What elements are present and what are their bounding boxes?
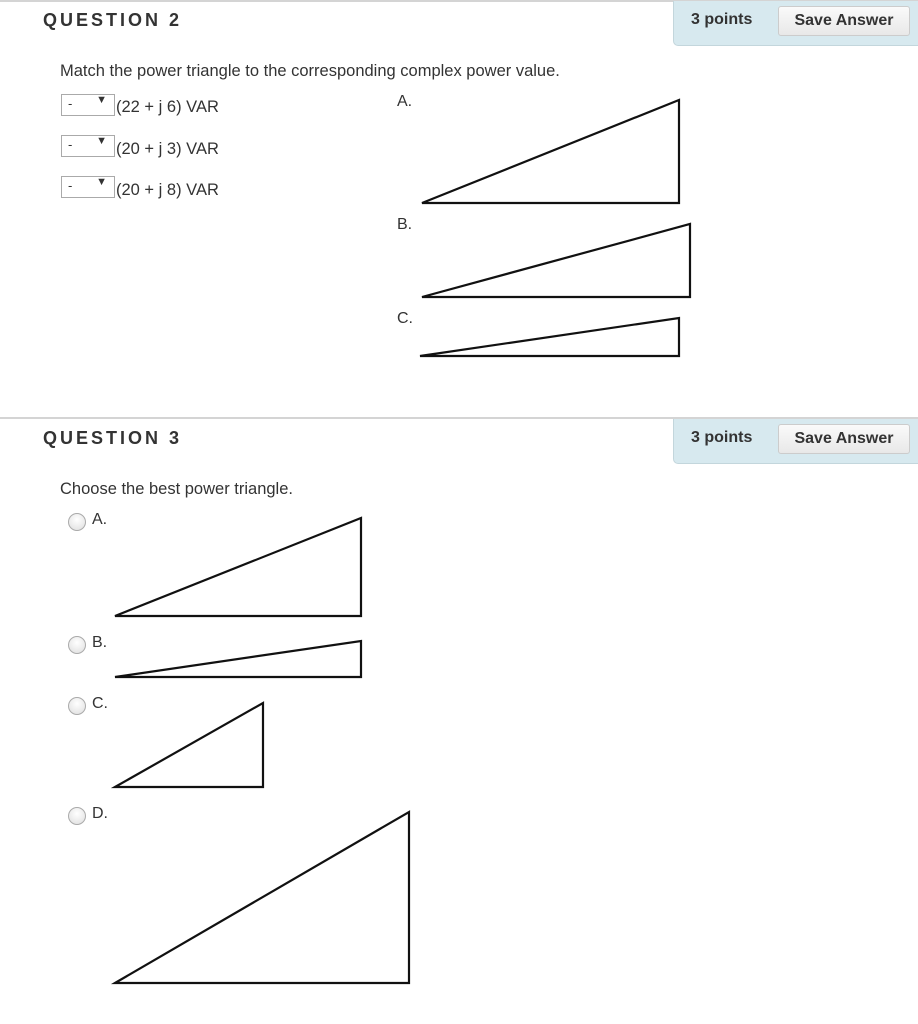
match-label-1: (22 + j 6) VAR xyxy=(116,98,219,116)
select-value: - xyxy=(68,178,73,193)
match-select-2[interactable] xyxy=(61,135,115,157)
question-3-points-box xyxy=(673,419,918,464)
question-3-title: QUESTION 3 xyxy=(43,428,183,448)
question-prompt: Choose the best power triangle. xyxy=(60,480,293,498)
dropdown-arrow-icon: ▼ xyxy=(96,176,107,188)
option-label-a: A. xyxy=(92,511,108,528)
match-select-3[interactable] xyxy=(61,176,115,198)
q2-triangle-a xyxy=(422,100,679,203)
points-label: 3 points xyxy=(691,11,753,28)
radio-option-c[interactable] xyxy=(68,697,86,715)
select-value: - xyxy=(68,137,73,152)
match-select-1[interactable] xyxy=(61,94,115,116)
radio-option-b[interactable] xyxy=(68,636,86,654)
figure-label-c: C. xyxy=(397,310,413,327)
question-2-title: QUESTION 2 xyxy=(43,10,183,30)
figure-label-b: B. xyxy=(397,216,413,233)
save-answer-button[interactable]: Save Answer xyxy=(778,424,910,454)
figure-label-a: A. xyxy=(397,93,413,110)
save-answer-button[interactable]: Save Answer xyxy=(778,6,910,36)
match-label-2: (20 + j 3) VAR xyxy=(116,140,219,158)
select-value: - xyxy=(68,96,73,111)
option-label-c: C. xyxy=(92,695,108,712)
match-label-3: (20 + j 8) VAR xyxy=(116,181,219,199)
radio-option-a[interactable] xyxy=(68,513,86,531)
q2-triangle-c xyxy=(420,318,679,356)
points-label: 3 points xyxy=(691,429,753,446)
q2-triangle-b xyxy=(422,224,690,297)
q3-triangle-d xyxy=(115,812,409,983)
q3-triangle-a xyxy=(115,518,361,616)
dropdown-arrow-icon: ▼ xyxy=(96,94,107,106)
dropdown-arrow-icon: ▼ xyxy=(96,135,107,147)
option-label-b: B. xyxy=(92,634,108,651)
question-prompt: Match the power triangle to the corresponding complex power value. xyxy=(60,62,560,80)
option-label-d: D. xyxy=(92,805,108,822)
q3-triangle-c xyxy=(115,703,263,787)
q3-triangle-b xyxy=(115,641,361,677)
radio-option-d[interactable] xyxy=(68,807,86,825)
question-2-points-box xyxy=(673,1,918,46)
